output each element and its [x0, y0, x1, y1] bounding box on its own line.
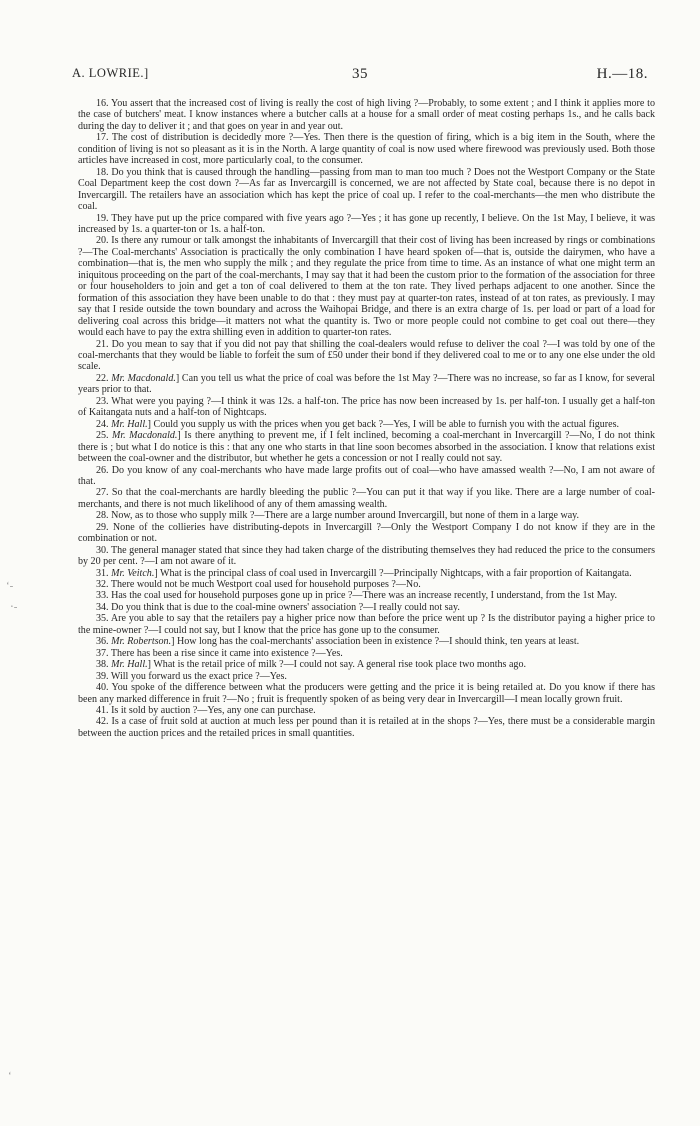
question-number: 31.	[96, 567, 109, 579]
paragraph-p30	[78, 545, 655, 568]
paragraph-text: 33. Has the coal used for household purposes gone up in price ?—There was an increase recently, I understand, from the 1st May.	[96, 590, 617, 602]
paragraph-p18	[78, 167, 655, 213]
paragraph-p32	[78, 579, 655, 590]
speaker-name: Mr. Hall.	[111, 418, 148, 430]
question-number: 36.	[96, 636, 109, 648]
paragraph-text: 32. There would not be much Westport coal used for household purposes ?—No.	[96, 579, 421, 591]
paragraph-p33	[78, 590, 655, 601]
paragraph-p35	[78, 613, 655, 636]
question-number: 25.	[96, 430, 109, 442]
paragraph-text: 18. Do you think that is caused through the handling—passing from man to man too much ? Does not the Westport Company or the State Coal Department keep the cost down ?—As far as Invercargill is concerned, we are not affected by State coal, because there is no depot in Invercargill. The retailers have an association which has kept the price of coal up. I refer to the coal-merchants—the men who distribute the coal.	[78, 166, 655, 213]
paragraph-text: 39. Will you forward us the exact price ?—Yes.	[96, 670, 287, 682]
paragraph-p40	[78, 682, 655, 705]
paragraph-p37	[78, 648, 655, 659]
paragraph-text: How long has the coal-merchants' association been in existence ?—I should think, ten years at least.	[176, 636, 580, 648]
paragraph-p36: 36. Mr. Robertson.] How long has the coal-merchants' association been in existence ?—I should think, ten years at least.	[96, 636, 580, 648]
paragraph-p23	[78, 396, 655, 419]
paragraph-text: 30. The general manager stated that since they had taken charge of the distributing themselves they had reduced the price to the consumers by 20 per cent. ?—I am not aware of it.	[78, 544, 655, 568]
paragraph-p41	[78, 705, 655, 716]
paragraph-p42	[78, 716, 655, 739]
paragraph-p31: 31. Mr. Veitch.] What is the principal class of coal used in Invercargill ?—Principally Nightcaps, with a fair proportion of Kaitangata.	[96, 567, 632, 579]
paragraph-text: Could you supply us with the prices when you get back ?—Yes, I will be able to furnish you with the actual figures.	[153, 418, 620, 430]
paragraph-p27	[78, 487, 655, 510]
paragraph-text: 27. So that the coal-merchants are hardly bleeding the public ?—You can put it that way if you like. There are a large number of coal-merchants, and there is not much likelihood of any of them amassing wealth.	[78, 487, 655, 510]
paragraph-p38: 38. Mr. Hall.] What is the retail price of milk ?—I could not say. A general rise took place two months ago.	[96, 659, 526, 671]
paper-reference: H.—18.	[596, 66, 648, 82]
speaker-name: Mr. Macdonald.	[111, 372, 176, 384]
document-body	[78, 98, 655, 739]
witness-name: A. LOWRIE.]	[72, 66, 149, 80]
paragraph-text: 40. You spoke of the difference between what the producers were getting and the price it is being retailed at. Do you know if there has been any marked difference in fruit ?—No ; fruit is frequently spoken of as being very dear in Invercargill—I mean locally grown fruit.	[78, 682, 655, 705]
speaker-name: Mr. Macdonald.	[112, 430, 178, 442]
paragraph-p25: 25. Mr. Macdonald.] Is there anything to prevent me, if I felt inclined, becoming a coal-merchant in Invercargill ?—No, I do not think there is ; but what I do notice is this : that any one who starts in that line soon becomes absorbed in the association. I know that relations exist between the coal-owner and the distributor, but whether he gets a concession or not I really could not say.	[78, 430, 655, 465]
paragraph-text: 35. Are you able to say that the retailers pay a higher price now than before the price went up ? Is the distributor paying a higher price to the mine-owner ?—I could not say, but I know that the price has gone up to the consumer.	[78, 613, 655, 636]
paragraph-text: Can you tell us what the price of coal was before the 1st May ?—There was no increase, so far as I know, for several years prior to that.	[78, 372, 656, 396]
margin-mark: ⋅-	[10, 601, 18, 613]
paragraph-text: 28. Now, as to those who supply milk ?—There are a large number around Invercargill, but none of them in a large way.	[96, 510, 580, 522]
paragraph-p28	[78, 510, 655, 521]
paragraph-text: What is the principal class of coal used in Invercargill ?—Principally Nightcaps, with a fair proportion of Kaitangata.	[160, 567, 632, 579]
question-number: 22.	[96, 372, 109, 384]
paragraph-text: 34. Do you think that is due to the coal-mine owners' association ?—I really could not say.	[96, 601, 460, 613]
paragraph-text: 17. The cost of distribution is decidedly more ?—Yes. Then there is the question of firing, which is a big item in the South, where the condition of living is not so pleasant as it is in the North. A large quantity of coal is now used where firewood was previously used. Both those articles have increased in cost, more particularly coal, to the consumer.	[78, 132, 655, 167]
paragraph-text: 19. They have put up the price compared with five years ago ?—Yes ; it has gone up recently, I believe. On the 1st May, I believe, it was increased by 1s. a quarter-ton or 1s. a half-ton.	[78, 212, 655, 235]
paragraph-text: 16. You assert that the increased cost of living is really the cost of high living ?—Probably, to some extent ; and I think it applies more to the case of butchers' meat. I know instances where a butcher calls at a house for a small order of meat costing perhaps 1s., and he calls back during the day to deliver it ; and that goes on year in and year out.	[78, 98, 655, 132]
margin-mark: ‘-	[6, 580, 14, 592]
paragraph-text: 21. Do you mean to say that if you did not pay that shilling the coal-dealers would refuse to deliver the coal ?—I was told by one of the coal-merchants that they would be liable to forfeit the sum of £50 under their bond if they delivered coal to me or to any one else under the old scale.	[78, 338, 655, 373]
speaker-name: Mr. Robertson.	[111, 636, 172, 648]
paragraph-p24: 24. Mr. Hall.] Could you supply us with the prices when you get back ?—Yes, I will be able to furnish you with the actual figures.	[96, 418, 620, 430]
paragraph-text: 41. Is it sold by auction ?—Yes, any one can purchase.	[96, 705, 316, 717]
question-number: 24.	[96, 418, 109, 430]
paragraph-text: 20. Is there any rumour or talk amongst the inhabitants of Invercargill that their cost of living has been increased by rings or combinations ?—The Coal-merchants' Association is practically the only combination I have heard spoken of—that is, outside the dairymen, who have a combination—that is, the men who supply the milk ; and they regulate the price from time to time. As an instance of what one might term an iniquitous proceeding on the part of the coal-merchants, I may say that it had been the custom prior to the formation of the association for three or four householders to join and get a ton of coal delivered to them at the ton rate. They lived perhaps adjacent to one another. Since the formation of this association they have been unable to do that : they must pay at quarter-ton rates, instead of at ton rates, as previously. I may say that I reside outside the town boundary and across the Waihopai Bridge, and there is an extra charge of 1s. per load or part of a load for delivering coal across this bridge—it matters not what the quantity is. Two or more people could not combine to get coal out there—they would each have to pay the extra shilling even in addition to quarter-ton rates.	[78, 235, 655, 339]
paragraph-text: Is there anything to prevent me, if I felt inclined, becoming a coal-merchant in Invercargill ?—No, I do not think there is ; but what I do notice is this : that any one who starts in that line soon becomes absorbed in the association. I know that relations exist between the coal-owner and the distributor, but whether he gets a concession or not I really could not say.	[78, 430, 655, 465]
paragraph-text: 23. What were you paying ?—I think it was 12s. a half-ton. The price has now been increased by 1s. per half-ton. I usually get a half-ton of Kaitangata nuts and a half-ton of Nightcaps.	[78, 395, 655, 419]
question-number: 38.	[96, 659, 109, 671]
paragraph-p29	[78, 522, 655, 545]
paragraph-p17	[78, 132, 655, 166]
paragraph-p20	[78, 235, 655, 338]
margin-mark: ‘	[8, 1070, 12, 1082]
paragraph-text: 37. There has been a rise since it came into existence ?—Yes.	[96, 647, 343, 659]
paragraph-p34	[78, 602, 655, 613]
paragraph-text: 42. Is a case of fruit sold at auction at much less per pound than it is retailed at in the shops ?—Yes, there must be a considerable margin between the auction prices and the retailed prices in small quantities.	[78, 716, 655, 739]
speaker-name: Mr. Veitch.	[111, 567, 155, 579]
page-number: 35	[352, 66, 368, 82]
paragraph-text: 29. None of the collieries have distributing-depots in Invercargill ?—Only the Westport Company I do not know if they are in the combination or not.	[78, 521, 655, 545]
paragraph-p39	[78, 671, 655, 682]
page-header	[72, 66, 648, 84]
paragraph-p19	[78, 213, 655, 236]
paragraph-p26	[78, 465, 655, 488]
paragraph-text: What is the retail price of milk ?—I could not say. A general rise took place two months ago.	[153, 659, 526, 671]
paragraph-text: 26. Do you know of any coal-merchants who have made large profits out of coal—who have amassed wealth ?—No, I am not aware of that.	[78, 464, 655, 487]
paragraph-p22: 22. Mr. Macdonald.] Can you tell us what the price of coal was before the 1st May ?—There was no increase, so far as I know, for several years prior to that.	[78, 372, 656, 396]
speaker-name: Mr. Hall.	[111, 659, 148, 671]
paragraph-p21	[78, 339, 655, 373]
paragraph-p16	[78, 98, 655, 132]
